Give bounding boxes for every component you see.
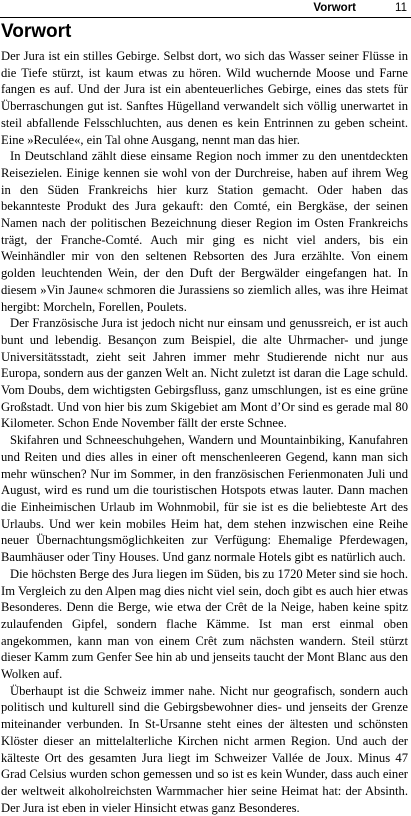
paragraph: Der Französische Jura ist jedoch nicht nur einsam und genussreich, er ist auch bunt und lebendig. Besançon zum Beispiel, die alte Uhrmacher- und junge Universitätsstadt, zieht seit Jahren immer mehr Studierende nicht nur aus Europa, sondern aus der ganzen Welt an. Nicht zuletzt ist daran die Lage schuld. Vom Doubs, dem wichtigsten Gebirgsfluss, ganz umschlungen, ist es eine grüne Großstadt. Und von hier bis zum Skigebiet am Mont d’Or sind es gerade mal 80 Kilometer. Schon Ende November fällt der erste Schnee. [1,316,408,431]
paragraph: Skifahren und Schneeschuhgehen, Wandern und Mountainbiking, Kanufahren und Reiten und dies alles in einer oft menschenleeren Gegend, kann man sich mehr wünschen? Nur im Sommer, in den französischen Ferienmonaten Juli und August, wird es rund um die touristischen Hotspots etwas lauter. Dann machen die Einheimischen Urlaub im Wohnmobil, für sie ist es die beliebteste Art des Urlaubs. Und wer kein mobiles Heim hat, dem stehen inzwischen eine Reihe neuer Übernachtungsmöglichkeiten zur Verfügung: Ehemalige Pferdewagen, Baumhäuser oder Tiny Houses. Und ganz normale Hotels gibt es natürlich auch. [1,433,408,565]
paragraph: Die höchsten Berge des Jura liegen im Süden, bis zu 1720 Meter sind sie hoch. Im Vergleich zu den Alpen mag dies nicht viel sein, doch gibt es auch hier etwas Besonderes. Denn die Berge, wie etwa der Crêt de la Neige, haben keine spitz zulaufenden Gipfel, sondern flache Kämme. Ist man erst einmal oben angekommen, kann man von einem Crêt zum nächsten wandern. Steil stürzt dieser Kamm zum Genfer See hin ab und jenseits taucht der Mont Blanc aus den Wolken auf. [1,566,408,682]
chapter-title: Vorwort [1,21,72,42]
paragraph: Überhaupt ist die Schweiz immer nahe. Nicht nur geografisch, sondern auch politisch und kulturell sind die Gebirgsbewohner dies- und jenseits der Grenze miteinander verbunden. In St-Ursanne steht eines der ältesten und schönsten Klöster dieser an mittelalterliche Kirchen nicht armen Region. Und auch der kälteste Ort des gesamten Jura liegt im Schweizer Vallée de Joux. Minus 47 Grad Celsius wurden schon gemessen und so ist es kein Wunder, dass auch einer der weltweit alkoholreichsten Warmmacher hier seine Heimat hat: der Absinth. Der Jura ist eben in vieler Hinsicht etwas ganz Besonderes. [1,683,408,815]
running-head-title: Vorwort [313,2,356,14]
paragraph: In Deutschland zählt diese einsame Region noch immer zu den unentdeckten Reisezielen. Einige kennen sie wohl von der Durchreise, haben auf ihrem Weg in den Süden Frankreichs hier kurz Station gemacht. Oder haben das bekannteste Produkt des Jura gekauft: den Comté, ein Bergkäse, der seinen Namen nach der politischen Bezeichnung dieser Region im Osten Frankreichs trägt, der Franche-Comté. Auch mir ging es nicht viel anders, bis ein Weinhändler mir von den seltenen Rebsorten des Jura erzählte. Von einem golden leuchtenden Wein, der den Duft der Bergwälder eingefangen hat. In diesem »Vin Jaune« schmoren die Jurassiens so ziemlich alles, was ihre Heimat hergibt: Morcheln, Forellen, Poulets. [1,149,408,314]
body-text [1,48,408,816]
running-header [0,0,411,18]
paragraph: Der Jura ist ein stilles Gebirge. Selbst dort, wo sich das Wasser seiner Flüsse in die Tiefe stürzt, ist kaum etwas zu hören. Wild wuchernde Moose und Farne fangen es auf. Und der Jura ist ein abenteuerliches Gebirge, eines das stets für Überraschungen gut ist. Sanftes Hügelland verwandelt sich völlig unerwartet in steil abfallende Felsschluchten, aus denen es kein Entrinnen zu geben scheint. Eine »Reculée«, ein Tal ohne Ausgang, nennt man das hier. [1,49,408,147]
page-number: 11 [395,2,407,14]
